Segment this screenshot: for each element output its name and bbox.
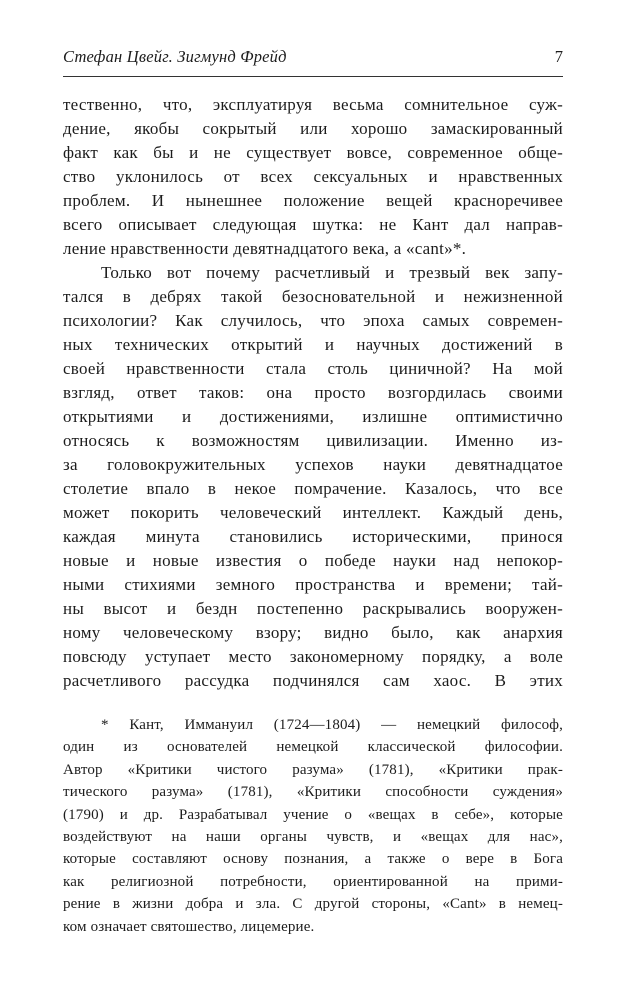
body-line: открытиями и достижениями, излишне оптимистично [63,407,563,426]
footnote-line: ком означает святошество, лицемерие. [63,918,315,935]
body-line: относясь к возможностям цивилизации. Именно из- [63,431,563,450]
body-text [63,93,563,693]
body-line: столетие впало в некое помрачение. Казалось, что все [63,479,563,498]
body-line: психологии? Как случилось, что эпоха самых современ- [63,311,563,330]
body-line: новые и новые известия о победе науки над непокор- [63,551,563,570]
body-line: Только вот почему расчетливый и трезвый век запу- [101,263,563,282]
running-title: Стефан Цвейг. Зигмунд Фрейд [63,47,287,66]
body-line: каждая минута становились историческими, принося [63,527,563,546]
body-line: может покорить человеческий интеллект. Каждый день, [63,503,563,522]
footnote-line: (1790) и др. Разрабатывал учение о «вещах в себе», которые [63,806,563,823]
body-line: повсюду уступает место закономерному порядку, а воле [63,647,563,666]
footnote [63,714,563,938]
body-line: ление нравственности девятнадцатого века, а «cant»*. [63,239,467,258]
footnote-line: воздействуют на наши органы чувств, и «вещах для нас», [63,829,563,846]
body-line: своей нравственности стала столь циничной? На мой [63,359,563,378]
footnote-line: тического разума» (1781), «Критики способности суждения» [63,784,563,801]
body-line: дение, якобы сокрытый или хорошо замаскированный [63,119,563,138]
footnote-line: один из основателей немецкой классической философии. [63,739,563,756]
body-line: расчетливого рассудка подчинялся сам хаос. В этих [63,671,563,690]
body-line: за головокружительных успехов науки девятнадцатое [63,455,563,474]
paragraph [63,261,563,693]
page-content [63,0,563,938]
body-line: ны высот и бездн постепенно раскрывались вооружен- [63,599,563,618]
body-line: тался в дебрях такой безосновательной и нежизненной [63,287,563,306]
body-line: ных технических открытий и научных достижений в [63,335,563,354]
footnote-line: как религиозной потребности, ориентированной на прими- [63,873,563,890]
body-line: проблем. И нынешнее положение вещей красноречивее [63,191,563,210]
body-line: всего описывает следующая шутка: не Кант дал направ- [63,215,563,234]
body-line: ными стихиями земного пространства и времени; тай- [63,575,563,594]
body-line: взгляд, ответ таков: она просто возгордилась своими [63,383,563,402]
footnote-line: рение в жизни добра и зла. С другой стороны, «Cant» в немец- [63,896,563,913]
body-line: факт как бы и не существует вовсе, современное обще- [63,143,563,162]
footnote-line: которые составляют основу познания, а также о вере в Бога [63,851,563,868]
page-header [63,0,563,77]
footnote-line: Автор «Критики чистого разума» (1781), «Критики прак- [63,761,563,778]
body-line: ство уклонилось от всех сексуальных и нравственных [63,167,563,186]
page-number: 7 [554,47,563,66]
footnote-line: * Кант, Иммануил (1724—1804) — немецкий философ, [101,717,563,733]
body-line: ному человеческому взору; видно было, как анархия [63,623,563,642]
body-line: тественно, что, эксплуатируя весьма сомнительное суж- [63,95,563,114]
paragraph-continuation [63,93,563,261]
